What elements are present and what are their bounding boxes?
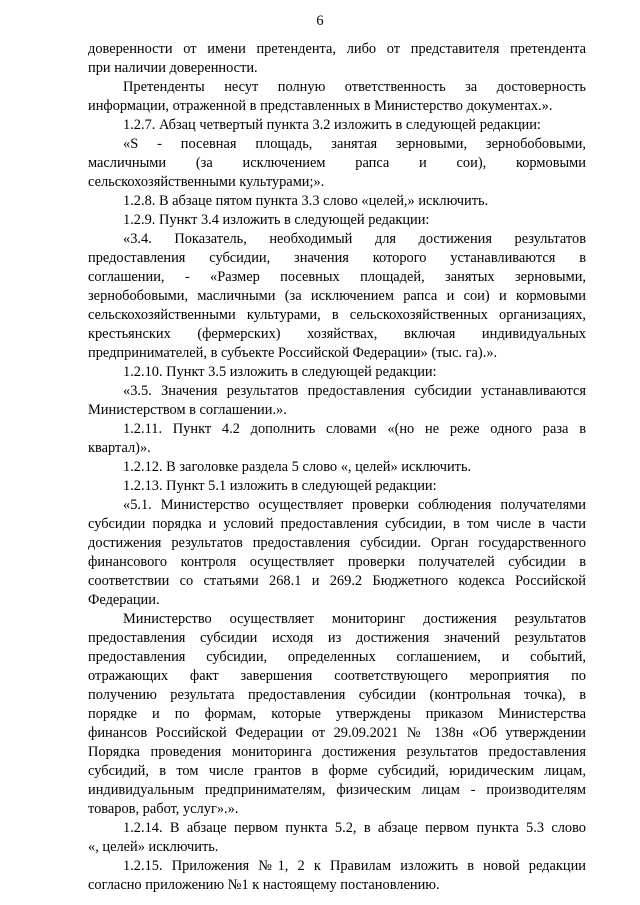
paragraph	[88, 458, 586, 477]
paragraph	[88, 610, 586, 819]
text-line: сельскохозяйственными культурами;».	[88, 174, 325, 190]
text-line: предоставления субсидии, определенных соглашением, и событий,	[88, 649, 586, 665]
paragraph	[88, 230, 586, 363]
text-line: крестьянских (фермерских) хозяйствах, включая индивидуальных	[88, 326, 586, 342]
paragraph	[88, 819, 586, 857]
text-line: соответствии со статьями 268.1 и 269.2 Бюджетного кодекса Российской	[88, 573, 586, 589]
text-line: 1.2.13. Пункт 5.1 изложить в следующей редакции:	[123, 478, 437, 494]
document-body	[88, 40, 586, 895]
text-line: достижения результатов предоставления субсидии. Орган государственного	[88, 535, 586, 551]
text-line: «3.5. Значения результатов предоставления субсидии устанавливаются	[123, 383, 586, 399]
text-line: субсидии порядка и условий предоставления субсидии, в том числе в части	[88, 516, 586, 532]
text-line: информации, отраженной в представленных в Министерство документах.».	[88, 98, 553, 114]
text-line: финансов Российской Федерации от 29.09.2021 № 138н «Об утверждении	[88, 725, 586, 741]
text-line: «S - посевная площадь, занятая зерновыми, зернобобовыми,	[123, 136, 586, 152]
text-line: «5.1. Министерство осуществляет проверки соблюдения получателями	[123, 497, 586, 513]
paragraph	[88, 857, 586, 895]
text-line: «3.4. Показатель, необходимый для достижения результатов	[123, 231, 586, 247]
paragraph	[88, 78, 586, 116]
text-line: сельскохозяйственными культурами, в сельскохозяйственных организациях,	[88, 307, 586, 323]
paragraph	[88, 496, 586, 610]
text-line: Порядка проведения мониторинга достижения результатов предоставления	[88, 744, 586, 760]
text-line: при наличии доверенности.	[88, 60, 258, 76]
text-line: 1.2.12. В заголовке раздела 5 слово «, целей» исключить.	[123, 459, 472, 475]
text-line: Федерации.	[88, 592, 160, 608]
text-line: 1.2.10. Пункт 3.5 изложить в следующей редакции:	[123, 364, 437, 380]
paragraph	[88, 192, 586, 211]
paragraph	[88, 40, 586, 78]
text-line: субсидий, в том числе грантов в форме субсидий, юридическим лицам,	[88, 763, 586, 779]
text-line: получению результата предоставления субсидии (контрольная точка), в	[88, 687, 586, 703]
text-line: товаров, работ, услуг».».	[88, 801, 239, 817]
paragraph	[88, 363, 586, 382]
text-line: Претенденты несут полную ответственность за достоверность	[123, 79, 586, 95]
text-line: 1.2.7. Абзац четвертый пункта 3.2 изложить в следующей редакции:	[123, 117, 541, 133]
text-line: 1.2.14. В абзаце первом пункта 5.2, в абзаце первом пункта 5.3 слово	[123, 820, 586, 836]
text-line: 1.2.8. В абзаце пятом пункта 3.3 слово «целей,» исключить.	[123, 193, 489, 209]
text-line: 1.2.15. Приложения №1, 2 к Правилам изложить в новой редакции	[123, 858, 586, 874]
text-line: предоставления субсидии исходя из достижения значений результатов	[88, 630, 586, 646]
text-line: финансового контроля осуществляет проверки получателей субсидии в	[88, 554, 586, 570]
text-line: доверенности от имени претендента, либо от представителя претендента	[88, 41, 586, 57]
text-line: согласно приложению №1 к настоящему постановлению.	[88, 877, 440, 893]
text-line: Министерством в соглашении.».	[88, 402, 287, 418]
paragraph	[88, 382, 586, 420]
paragraph	[88, 116, 586, 135]
text-line: Министерство осуществляет мониторинг достижения результатов	[123, 611, 586, 627]
paragraph	[88, 477, 586, 496]
paragraph	[88, 211, 586, 230]
text-line: квартал)».	[88, 440, 151, 456]
text-line: индивидуальным предпринимателям, физическим лицам - производителям	[88, 782, 586, 798]
text-line: зернобобовыми, масличными (за исключением рапса и сои) и кормовыми	[88, 288, 586, 304]
page-number: 6	[316, 13, 324, 29]
text-line: 1.2.9. Пункт 3.4 изложить в следующей редакции:	[123, 212, 430, 228]
text-line: отражающих факт завершения соответствующего мероприятия по	[88, 668, 586, 684]
text-line: масличными (за исключением рапса и сои), кормовыми	[88, 155, 586, 171]
text-line: предоставления субсидии, значения которого устанавливаются в	[88, 250, 586, 266]
text-line: соглашении, - «Размер посевных площадей, занятых зерновыми,	[88, 269, 586, 285]
text-line: 1.2.11. Пункт 4.2 дополнить словами «(но не реже одного раза в	[123, 421, 586, 437]
text-line: предпринимателей, в субъекте Российской Федерации» (тыс. га).».	[88, 345, 498, 361]
text-line: «, целей» исключить.	[88, 839, 219, 855]
paragraph	[88, 420, 586, 458]
paragraph	[88, 135, 586, 192]
text-line: порядке и по формам, которые утверждены приказом Министерства	[88, 706, 586, 722]
